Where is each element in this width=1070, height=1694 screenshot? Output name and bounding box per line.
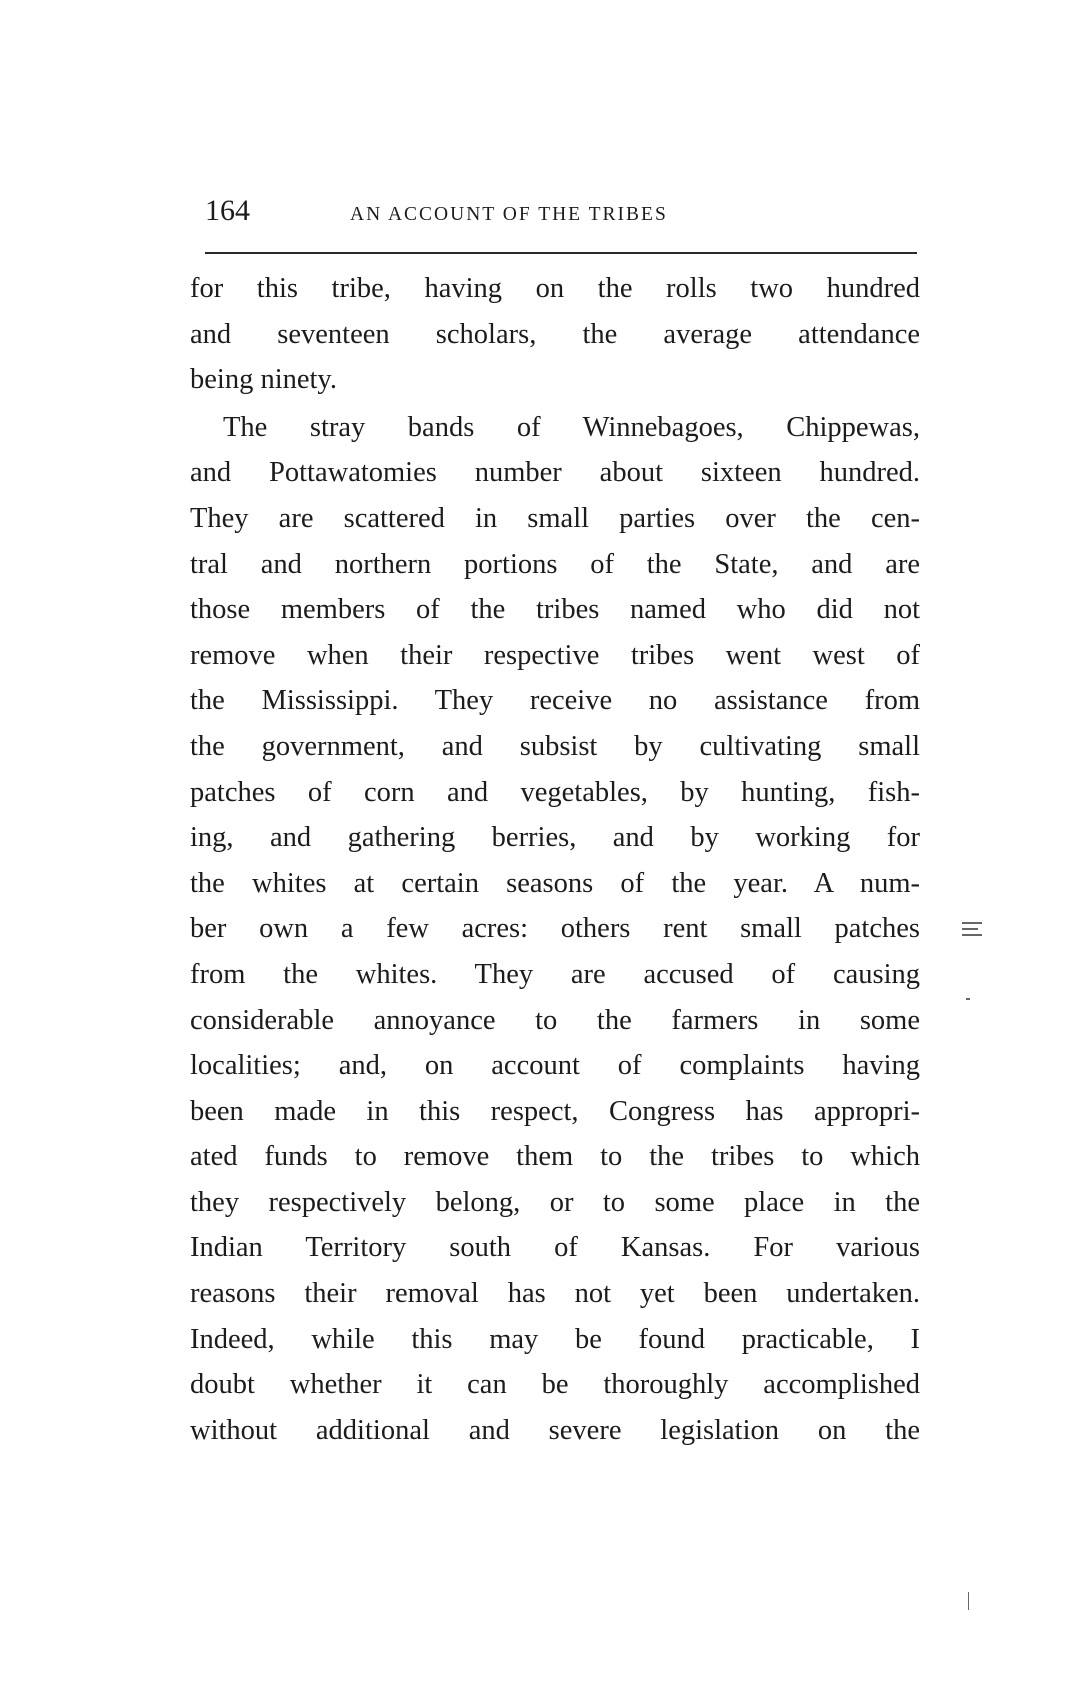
paragraph — [190, 266, 920, 403]
running-head: AN ACCOUNT OF THE TRIBES — [350, 204, 668, 225]
text-line: been made in this respect, Congress has appropri- — [190, 1095, 920, 1127]
body-text — [190, 266, 920, 1453]
text-line: remove when their respective tribes went west of — [190, 639, 920, 671]
text-line: reasons their removal has not yet been undertaken. — [190, 1278, 920, 1310]
text-line: patches of corn and vegetables, by hunting, fish- — [190, 776, 920, 808]
text-line: Indeed, while this may be found practicable, I — [190, 1323, 920, 1355]
text-line: without additional and severe legislation on the — [190, 1414, 920, 1446]
text-line: Indian Territory south of Kansas. For various — [190, 1232, 920, 1264]
text-line: being ninety. — [190, 364, 337, 396]
text-line: the whites at certain seasons of the year. A num- — [190, 867, 920, 899]
text-line: and Pottawatomies number about sixteen hundred. — [190, 457, 920, 489]
text-line: ber own a few acres: others rent small patches — [190, 913, 920, 945]
text-line: localities; and, on account of complaints having — [190, 1050, 920, 1082]
page-header — [205, 196, 920, 236]
scan-speck — [962, 922, 982, 924]
text-line: ing, and gathering berries, and by working for — [190, 822, 920, 854]
text-line: they respectively belong, or to some place in the — [190, 1186, 920, 1218]
text-line: the Mississippi. They receive no assistance from — [190, 685, 920, 717]
text-line: and seventeen scholars, the average attendance — [190, 318, 920, 350]
paragraph — [190, 405, 920, 1454]
text-line: doubt whether it can be thoroughly accomplished — [190, 1369, 920, 1401]
scan-speck — [962, 934, 982, 936]
text-line: for this tribe, having on the rolls two hundred — [190, 273, 920, 304]
text-line: ated funds to remove them to the tribes to which — [190, 1141, 920, 1173]
text-line: They are scattered in small parties over the cen- — [190, 502, 920, 534]
scan-speck — [968, 1592, 969, 1610]
scan-speck — [966, 998, 970, 1000]
text-line: from the whites. They are accused of causing — [190, 958, 920, 990]
text-line: those members of the tribes named who did not — [190, 594, 920, 626]
page-number: 164 — [205, 194, 250, 227]
text-line: tral and northern portions of the State, and are — [190, 548, 920, 580]
text-line: The stray bands of Winnebagoes, Chippewas, — [223, 411, 920, 443]
header-rule — [205, 252, 917, 254]
scan-speck — [962, 928, 978, 930]
text-line: considerable annoyance to the farmers in some — [190, 1004, 920, 1036]
text-line: the government, and subsist by cultivating small — [190, 730, 920, 762]
